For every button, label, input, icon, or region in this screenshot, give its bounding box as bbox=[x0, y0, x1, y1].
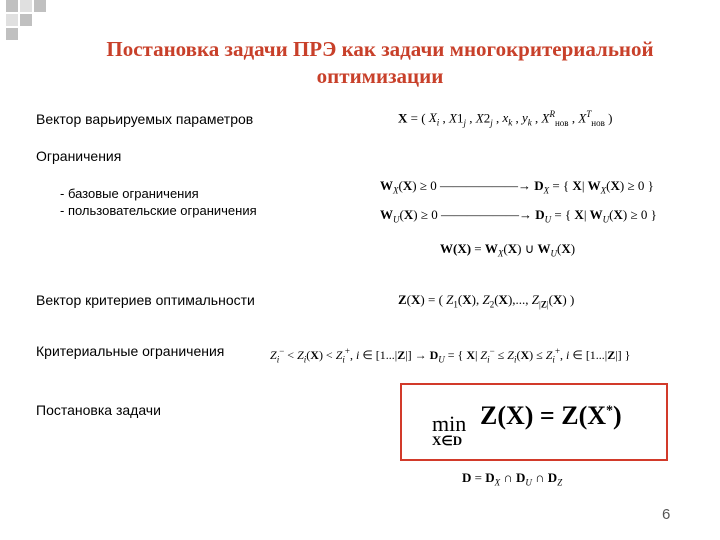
min-operator: min bbox=[432, 411, 467, 436]
objective-formula: Z(X) = Z(X*) bbox=[480, 401, 622, 430]
constraints-sublist bbox=[60, 185, 257, 219]
user-constraint-formula: $W_U(X) \ge 0$ ——————→ $D_U$ = { X| $W_U(X) \ge 0$ } bbox=[380, 207, 657, 225]
user-constraints-label: - пользовательские ограничения bbox=[60, 203, 257, 218]
title-line-1: Постановка задачи ПРЭ как задачи многокритериальной bbox=[106, 37, 654, 61]
params-label: Вектор варьируемых параметров bbox=[36, 111, 254, 127]
base-constraints-label: - базовые ограничения bbox=[60, 186, 199, 201]
problem-statement-box bbox=[400, 383, 668, 461]
constraints-label: Ограничения bbox=[36, 148, 122, 164]
base-constraint-formula: $W_X(X) \ge 0$ ——————→ $D_X$ = { X| $W_X(X) \ge 0$ } bbox=[380, 178, 654, 196]
domain-intersection-formula: $D = D_X$ ∩ $D_U$ ∩ $D_Z$ bbox=[462, 470, 563, 488]
title-line-2: оптимизации bbox=[316, 64, 444, 88]
problem-label: Постановка задачи bbox=[36, 402, 161, 418]
criteria-constraints-label: Критериальные ограничения bbox=[36, 343, 225, 359]
criteria-label: Вектор критериев оптимальности bbox=[36, 292, 255, 308]
params-vector-formula: X = ( $X_i$ , $X1_j$ , $X2_j$ , $x_k$ , $y_k$ , $X^R_{нов}$ , $X^T_{нов}$ ) bbox=[398, 109, 613, 128]
union-formula: $W(X) = W_X(X)$ ∪ $W_U(X)$ bbox=[440, 241, 576, 259]
slide-title bbox=[40, 36, 720, 90]
min-domain: X∈D bbox=[432, 433, 463, 448]
criteria-constraint-formula: $Z_i^- < Z_i(X) < Z_i^+$, i ∈ $[1...|Z|] \to D_U$ = { X| $Z_i^- \le Z_i(X) \le Z_i^+$, i ∈ [1...|Z|] } bbox=[270, 346, 631, 365]
page-number: 6 bbox=[662, 506, 671, 523]
criteria-vector-formula: Z(X) = ( $Z_1(X)$, $Z_2(X)$,..., $Z_{|Z|}(X)$ ) bbox=[398, 292, 575, 310]
